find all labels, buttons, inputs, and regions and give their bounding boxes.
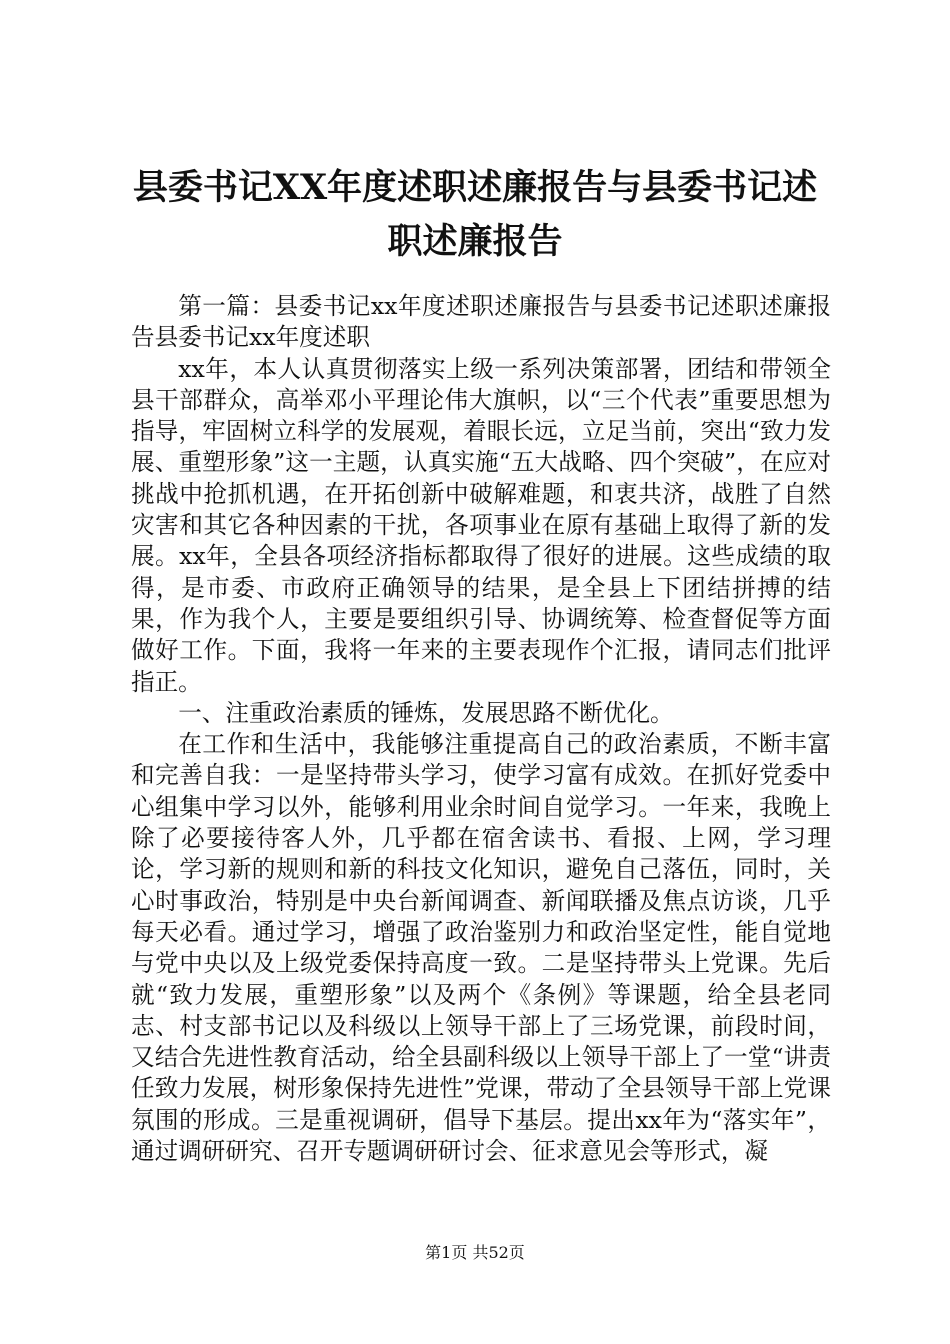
page-footer: 第1页 共52页 [425,1243,525,1262]
paragraph-political-quality: 在工作和生活中，我能够注重提高自己的政治素质，不断丰富和完善自我：一是坚持带头学习，使学习富有成效。在抓好党委中心组集中学习以外，能够利用业余时间自觉学习。一年来，我晚上除了必要接待客人外，几乎都在宿舍读书、看报、上网，学习理论，学习新的规则和新的科技文化知识，避免自己落伍，同时，关心时事政治，特别是中央台新闻调查、新闻联播及焦点访谈，几乎每天必看。通过学习，增强了政治鉴别力和政治坚定性，能自觉地与党中央以及上级党委保持高度一致。二是坚持带头上党课。先后就“致力发展，重塑形象”以及两个《条例》等课题，给全县老同志、村支部书记以及科级以上领导干部上了三场党课，前段时间，又结合先进性教育活动，给全县副科级以上领导干部上了一堂“讲责任致力发展，树形象保持先进性”党课，带动了全县领导干部上党课氛围的形成。三是重视调研，倡导下基层。提出xx年为“落实年”，通过调研研究、召开专题调研研讨会、征求意见会等形式，凝 [131,730,831,1166]
paragraph-summary: xx年，本人认真贯彻落实上级一系列决策部署，团结和带领全县干部群众，高举邓小平理论伟大旗帜，以“三个代表”重要思想为指导，牢固树立科学的发展观，着眼长远，立足当前，突出“致力发展、重塑形象”这一主题，认真实施“五大战略、四个突破”，在应对挑战中抢抓机遇，在开拓创新中破解难题，和衷共济，战胜了自然灾害和其它各种因素的干扰，各项事业在原有基础上取得了新的发展。xx年，全县各项经济指标都取得了很好的进展。这些成绩的取得，是市委、市政府正确领导的结果，是全县上下团结拼搏的结果，作为我个人，主要是要组织引导、协调统筹、检查督促等方面做好工作。下面，我将一年来的主要表现作个汇报，请同志们批评指正。 [131,354,831,696]
paragraph-intro: 第一篇：县委书记xx年度述职述廉报告与县委书记述职述廉报告县委书记xx年度述职 [131,292,831,352]
document-title-line-1: 县委书记XX年度述职述廉报告与县委书记述 [132,167,818,208]
document-body [131,291,831,1167]
document-title-line-2: 职述廉报告 [387,221,563,262]
section-heading: 一、注重政治素质的锤炼，发展思路不断优化。 [178,698,674,727]
